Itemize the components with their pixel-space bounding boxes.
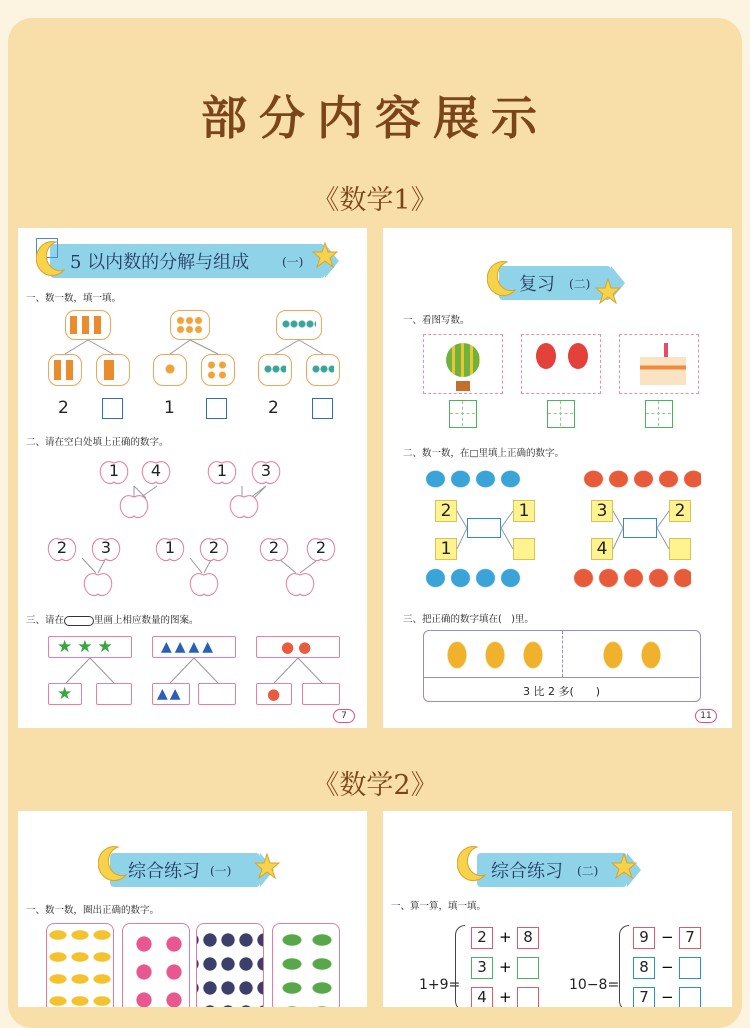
number-box: 4	[471, 987, 493, 1007]
banner-title: 综合练习	[128, 861, 200, 882]
number-box: 3	[471, 957, 493, 979]
number-box: 3	[591, 500, 613, 522]
equation-left: 1+9=	[419, 977, 461, 993]
operator: −	[661, 958, 674, 976]
textbook-page-11	[383, 228, 732, 728]
divider	[562, 631, 563, 677]
banner-suffix: (一)	[282, 255, 304, 269]
banner-suffix: (二)	[577, 864, 599, 878]
question-2: 二、数一数，在□里填上正确的数字。	[403, 448, 564, 459]
textbook-page-7	[18, 228, 367, 728]
number-box: 9	[633, 927, 655, 949]
compare-text: 3 比 2 多( )	[522, 685, 601, 698]
pattern-box: ▲▲	[152, 683, 190, 705]
banner-suffix: (一)	[210, 864, 232, 878]
moon-icon	[457, 845, 487, 883]
number-box: 2	[669, 500, 691, 522]
banana-box[interactable]	[46, 923, 114, 1007]
answer-box[interactable]	[679, 957, 701, 979]
brace	[455, 925, 465, 1007]
mitten-icon	[571, 566, 691, 590]
answer-box[interactable]	[517, 987, 539, 1007]
section-title-math2: 《数学2》	[312, 770, 438, 801]
pattern-box: ●	[256, 683, 292, 705]
operator: −	[661, 988, 674, 1006]
apple-icon: 1	[98, 456, 130, 486]
given-number: 1	[164, 398, 175, 418]
page-number: 7	[333, 709, 355, 723]
schoolbag-icon	[423, 566, 523, 590]
given-number: 2	[58, 398, 69, 418]
star-icon	[254, 853, 280, 879]
operator: +	[499, 958, 512, 976]
section-title-math1: 《数学1》	[312, 185, 438, 216]
apple-icon: 2	[305, 533, 337, 563]
moon-icon	[98, 845, 128, 883]
banner-suffix: (二)	[569, 277, 591, 291]
question-1: 一、算一算，填一填。	[391, 901, 487, 912]
star-icon	[611, 853, 637, 879]
apple-icon: 2	[198, 533, 230, 563]
question-1: 一、数一数，填一填。	[26, 293, 122, 304]
banner-title: 5 以内数的分解与组成	[70, 252, 250, 273]
number-box: 2	[435, 500, 457, 522]
ladybug-box[interactable]	[196, 923, 264, 1007]
flower-box[interactable]	[122, 923, 190, 1007]
answer-box[interactable]	[517, 957, 539, 979]
banner-title: 综合练习	[491, 861, 563, 882]
apple-icon: 2	[258, 533, 290, 563]
pineapple-icon	[594, 639, 670, 671]
operator: +	[499, 928, 512, 946]
divider	[424, 677, 699, 678]
brace	[619, 925, 629, 1007]
page-number: 11	[695, 709, 717, 723]
compare-box	[423, 630, 701, 702]
apple-icon: 3	[250, 456, 282, 486]
pattern-box: ★★★	[48, 636, 132, 658]
lesson-banner	[110, 853, 260, 887]
question-1: 一、看图写数。	[403, 315, 470, 326]
lesson-banner	[477, 853, 627, 887]
leaf-box[interactable]	[272, 923, 340, 1007]
number-box: 1	[513, 500, 535, 522]
number-box: 2	[471, 927, 493, 949]
number-box: 7	[679, 927, 701, 949]
number-box: 1	[435, 538, 457, 560]
number-box: 8	[517, 927, 539, 949]
apple-icon: 1	[206, 456, 238, 486]
question-3: 三、把正确的数字填在( )里。	[403, 614, 534, 625]
pattern-box: ★	[48, 683, 82, 705]
page-title: 部分内容展示	[201, 91, 549, 145]
banner-title: 复习	[519, 274, 555, 295]
number-box: 4	[591, 538, 613, 560]
question-3: 三、请在 里画上相应数量的图案。	[26, 615, 199, 626]
equation-right: 10−8=	[569, 977, 620, 993]
number-box: 7	[633, 987, 655, 1007]
textbook-page-review-1	[18, 811, 367, 1007]
pineapple-icon	[438, 639, 548, 671]
textbook-page-review-2	[383, 811, 732, 1007]
pattern-box: ●●	[256, 636, 340, 658]
apple-icon: 3	[90, 533, 122, 563]
pattern-lines	[18, 228, 367, 728]
question-1: 一、数一数，圈出正确的数字。	[26, 905, 160, 916]
apple-icon: 2	[46, 533, 78, 563]
question-2: 二、请在空白处填上正确的数字。	[26, 437, 169, 448]
operator: +	[499, 988, 512, 1006]
apple-icon: 1	[154, 533, 186, 563]
pattern-box: ▲▲▲▲	[152, 636, 236, 658]
number-box: 8	[633, 957, 655, 979]
operator: −	[661, 928, 674, 946]
answer-box[interactable]	[679, 987, 701, 1007]
apple-icon: 4	[140, 456, 172, 486]
given-number: 2	[268, 398, 279, 418]
